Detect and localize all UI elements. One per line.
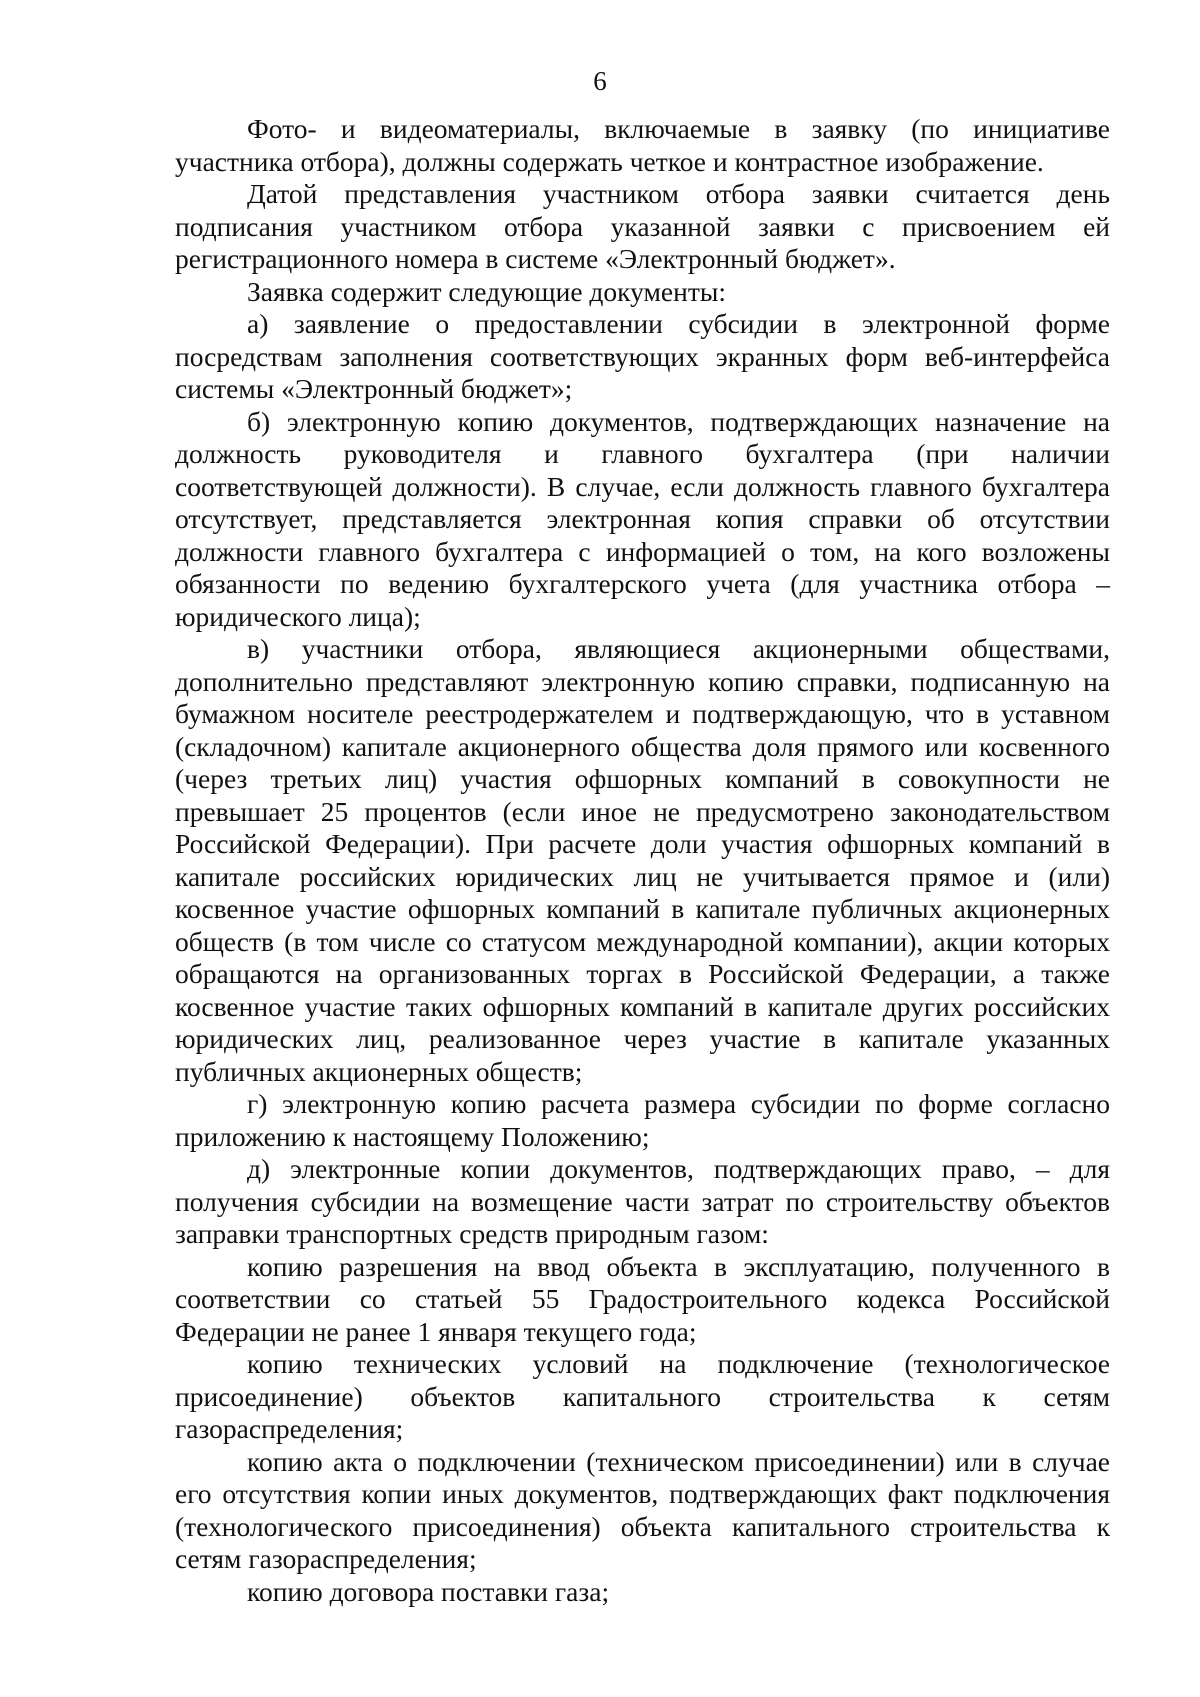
paragraph-photo-video: Фото- и видеоматериалы, включаемые в заявку (по инициативе участника отбора), должны содержать четкое и контрастное изображение. — [175, 113, 1110, 177]
list-item-a: а) заявление о предоставлении субсидии в электронной форме посредствам заполнения соответствующих экранных форм веб-интерфейса системы «Электронный бюджет»; — [175, 308, 1110, 404]
page-number: 6 — [593, 66, 607, 96]
list-item-d: д) электронные копии документов, подтверждающих право, – для получения субсидии на возмещение части затрат по строительству объектов заправки транспортных средств природным газом: — [175, 1153, 1110, 1249]
list-item-b: б) электронную копию документов, подтверждающих назначение на должность руководителя и главного бухгалтера (при наличии соответствующей должности). В случае, если должность главного бухгалтера отсутствует, представляется электронная копия справки об отсутствии должности главного бухгалтера с информацией о том, на кого возложены обязанности по ведению бухгалтерского учета (для участника отбора – юридического лица); — [175, 405, 1110, 632]
list-item-g: г) электронную копию расчета размера субсидии по форме согласно приложению к настоящему Положению; — [175, 1088, 1110, 1152]
paragraph-documents-intro: Заявка содержит следующие документы: — [247, 275, 726, 307]
sub-item-connection-act: копию акта о подключении (техническом присоединении) или в случае его отсутствия копии иных документов, подтверждающих факт подключения (технологического присоединения) объекта капитального строительства к сетям газораспределения; — [175, 1445, 1110, 1574]
document-body — [175, 113, 1110, 1608]
list-item-v: в) участники отбора, являющиеся акционерными обществами, дополнительно представляют электронную копию справки, подписанную на бумажном носителе реестродержателем и подтверждающую, что в уставном (складочном) капитале акционерного общества доля прямого или косвенного (через третьих лиц) участия офшорных компаний в совокупности не превышает 25 процентов (если иное не предусмотрено законодательством Российской Федерации). При расчете доли участия офшорных компаний в капитале российских юридических лиц не учитывается прямое и (или) косвенное участие офшорных компаний в капитале публичных акционерных обществ (в том числе со статусом международной компании), акции которых обращаются на организованных торгах в Российской Федерации, а также косвенное участие таких офшорных компаний в капитале других российских юридических лиц, реализованное через участие в капитале указанных публичных акционерных обществ; — [175, 633, 1110, 1087]
sub-item-gas-contract: копию договора поставки газа; — [247, 1575, 610, 1607]
sub-item-permit: копию разрешения на ввод объекта в эксплуатацию, полученного в соответствии со статьей 55 Градостроительного кодекса Российской Федерации не ранее 1 января текущего года; — [175, 1250, 1110, 1347]
sub-item-technical-conditions: копию технических условий на подключение (технологическое присоединение) объектов капитального строительства к сетям газораспределения; — [175, 1348, 1110, 1444]
paragraph-submission-date: Датой представления участником отбора заявки считается день подписания участником отбора указанной заявки с присвоением ей регистрационного номера в системе «Электронный бюджет». — [175, 178, 1110, 274]
